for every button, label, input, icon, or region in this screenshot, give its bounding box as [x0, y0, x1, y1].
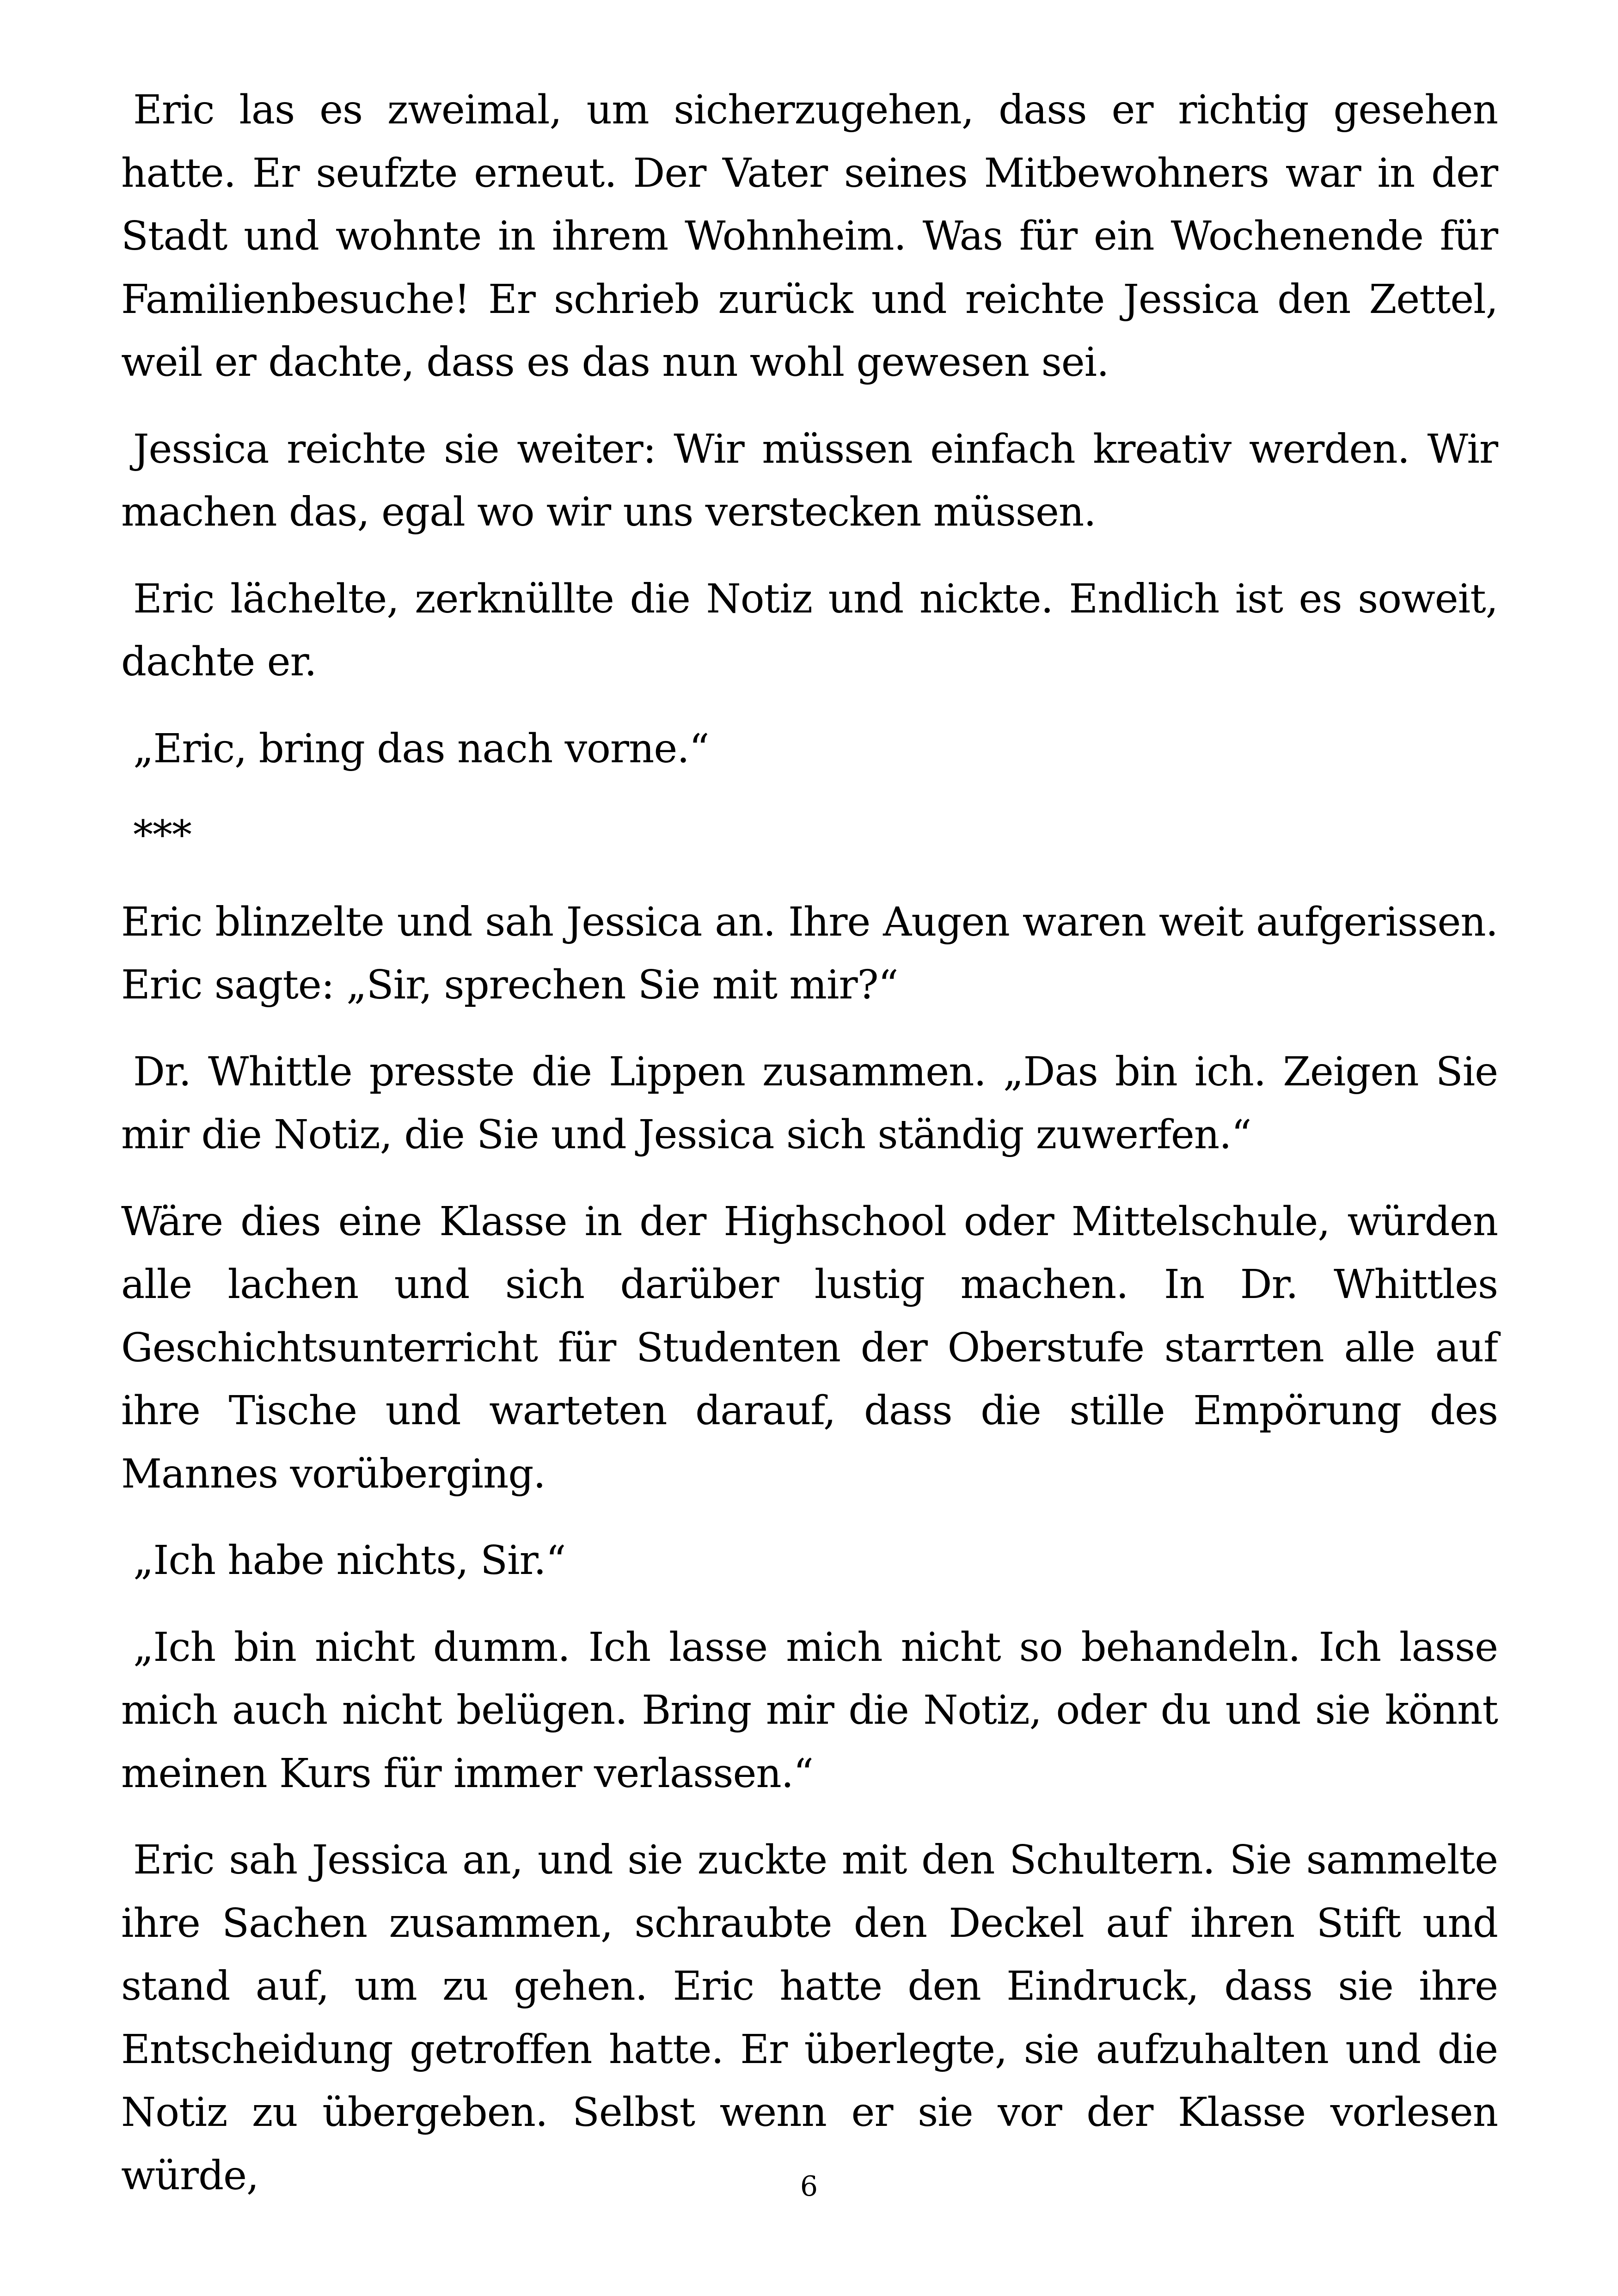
- scene-break: ***: [133, 812, 191, 858]
- paragraph: Wäre dies eine Klasse in der Highschool oder Mittelschule, würden alle lachen und sich darüber lustig machen. In Dr. Whittles Geschichtsunterricht für Studenten der Oberstufe starrten alle auf ihre Tische und warteten darauf, dass die stille Empörung des Mannes vorüberging.: [121, 1198, 1498, 1497]
- page-number: 6: [800, 2170, 818, 2203]
- paragraph: Dr. Whittle presste die Lippen zusammen. „Das bin ich. Zeigen Sie mir die Notiz, die Sie und Jessica sich ständig zuwerfen.“: [121, 1048, 1498, 1158]
- paragraph: Eric blinzelte und sah Jessica an. Ihre Augen waren weit aufgerissen. Eric sagte: „Sir, sprechen Sie mit mir?“: [121, 899, 1498, 1008]
- paragraph: Eric sah Jessica an, und sie zuckte mit den Schultern. Sie sammelte ihre Sachen zusammen, schraubte den Deckel auf ihren Stift und stand auf, um zu gehen. Eric hatte den Eindruck, dass sie ihre Entscheidung getroffen hatte. Er überlegte, sie aufzuhalten und die Notiz zu übergeben. Selbst wenn er sie vor der Klasse vorlesen würde,: [121, 1837, 1498, 2199]
- paragraph: Eric lächelte, zerknüllte die Notiz und nickte. Endlich ist es soweit, dachte er.: [121, 576, 1498, 685]
- paragraph: „Ich habe nichts, Sir.“: [133, 1537, 566, 1584]
- paragraph: Eric las es zweimal, um sicherzugehen, dass er richtig gesehen hatte. Er seufzte erneut. Der Vater seines Mitbewohners war in der Stadt und wohnte in ihrem Wohnheim. Was für ein Wochenende für Familienbesuche! Er schrieb zurück und reichte Jessica den Zettel, weil er dachte, dass es das nun wohl gewesen sei.: [121, 87, 1498, 386]
- body-text: [121, 79, 1498, 2231]
- paragraph: „Ich bin nicht dumm. Ich lasse mich nicht so behandeln. Ich lasse mich auch nicht belügen. Bring mir die Notiz, oder du und sie könnt meinen Kurs für immer verlassen.“: [121, 1624, 1498, 1797]
- paragraph: „Eric, bring das nach vorne.“: [133, 725, 709, 772]
- paragraph: Jessica reichte sie weiter: Wir müssen einfach kreativ werden. Wir machen das, egal wo wir uns verstecken müssen.: [121, 426, 1498, 535]
